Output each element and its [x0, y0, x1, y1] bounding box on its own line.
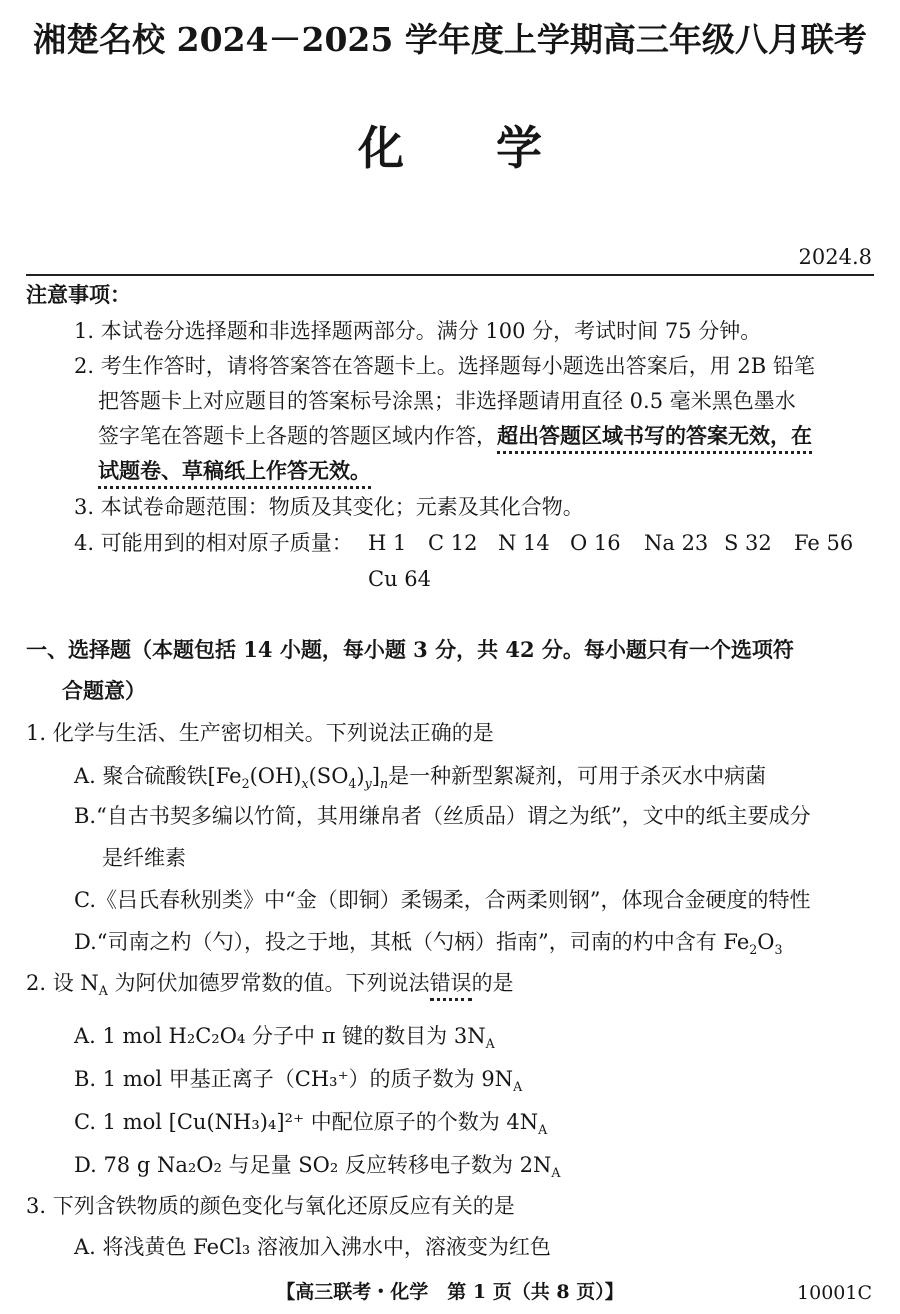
q1-option-d: D.“司南之杓（勺），投之于地，其柢（勺柄）指南”，司南的杓中含有 $Fe_2O_3$ — [74, 930, 783, 958]
notice-item-2-line-4 — [98, 458, 371, 484]
notice-title: 注意事项： — [26, 282, 131, 307]
mass-c: C 12 — [428, 531, 478, 555]
q2-stem-text: 2. 设 N — [26, 971, 99, 995]
mass-na: Na 23 — [644, 531, 709, 555]
q1-option-b-line-2: 是纤维素 — [102, 846, 186, 870]
q2-option-c-text: C. 1 mol [Cu(NH₃)₄]²⁺ 中配位原子的个数为 4N — [74, 1110, 539, 1134]
footer-code: 10001C — [797, 1282, 872, 1304]
q3-option-a: A. 将浅黄色 FeCl₃ 溶液加入沸水中，溶液变为红色 — [74, 1235, 551, 1259]
mass-h: H 1 — [368, 531, 407, 555]
subject-title: 化 学 — [358, 121, 542, 175]
q1-stem: 1. 化学与生活、生产密切相关。下列说法正确的是 — [26, 721, 494, 745]
q2-option-a: A. 1 mol H₂C₂O₄ 分子中 π 键的数目为 $3N_A$ — [74, 1024, 495, 1052]
q2-option-b: B. 1 mol 甲基正离子（CH₃⁺）的质子数为 $9N_A$ — [74, 1067, 523, 1095]
footer-page-info: 【高三联考・化学 第 1 页（共 8 页）】 — [276, 1281, 624, 1303]
q2-option-a-text: A. 1 mol H₂C₂O₄ 分子中 π 键的数目为 3N — [74, 1024, 486, 1048]
notice-item-2-line-2: 把答题卡上对应题目的答案标号涂黑；非选择题请用直径 0.5 毫米黑色墨水 — [98, 389, 796, 413]
mass-cu: Cu 64 — [368, 567, 431, 591]
mass-n: N 14 — [498, 531, 550, 555]
q1-option-c: C.《吕氏春秋别类》中“金（即铜）柔锡柔，合两柔则钢”，体现合金硬度的特性 — [74, 888, 811, 912]
notice-emphasis-2: 试题卷、草稿纸上作答无效。 — [98, 458, 371, 489]
q1-option-b-line-1: B.“自古书契多编以竹简，其用缣帛者（丝质品）谓之为纸”，文中的纸主要成分 — [74, 804, 811, 828]
q2-option-c: C. 1 mol [Cu(NH₃)₄]²⁺ 中配位原子的个数为 $4N_A$ — [74, 1110, 548, 1138]
notice-item-2-line-3 — [98, 423, 812, 449]
notice-item-1: 1. 本试卷分选择题和非选择题两部分。满分 100 分，考试时间 75 分钟。 — [74, 319, 762, 343]
q2-stem-mid: 为阿伏加德罗常数的值。下列说法 — [107, 971, 430, 995]
q2-option-d-text: D. 78 g Na₂O₂ 与足量 SO₂ 反应转移电子数为 2N — [74, 1153, 552, 1177]
header-rule — [26, 274, 874, 276]
section-heading-line-1: 一、选择题（本题包括 14 小题，每小题 3 分，共 42 分。每小题只有一个选项符 — [26, 637, 794, 662]
q2-option-d: D. 78 g Na₂O₂ 与足量 SO₂ 反应转移电子数为 $2N_A$ — [74, 1153, 561, 1181]
q3-stem: 3. 下列含铁物质的颜色变化与氧化还原反应有关的是 — [26, 1194, 515, 1218]
mass-fe: Fe 56 — [794, 531, 854, 555]
notice-item-3: 3. 本试卷命题范围：物质及其变化；元素及其化合物。 — [74, 495, 584, 519]
mass-s: S 32 — [724, 531, 772, 555]
q1-option-d-text: D.“司南之杓（勺），投之于地，其柢（勺柄）指南”，司南的杓中含有 Fe — [74, 930, 750, 954]
notice-item-2-line-1: 2. 考生作答时，请将答案答在答题卡上。选择题每小题选出答案后，用 2B 铅笔 — [74, 354, 815, 378]
exam-date: 2024.8 — [798, 245, 872, 269]
q2-option-b-text: B. 1 mol 甲基正离子（CH₃⁺）的质子数为 9N — [74, 1067, 514, 1091]
q1-option-a: A. 聚合硫酸铁$[Fe_2(OH)_x(SO_4)_y]_n$是一种新型絮凝剂，可用于杀灭水中病菌 — [74, 764, 767, 792]
notice-item-4-label: 4. 可能用到的相对原子质量： — [74, 531, 353, 555]
q1-option-a-text: A. 聚合硫酸铁[Fe — [74, 764, 242, 788]
notice-item-2-text: 签字笔在答题卡上各题的答题区域内作答， — [98, 424, 497, 448]
mass-o: O 16 — [570, 531, 621, 555]
q2-stem-tail: 的是 — [471, 971, 514, 995]
section-heading-line-2: 合题意） — [62, 678, 146, 703]
q1-option-a-tail: 是一种新型絮凝剂，可用于杀灭水中病菌 — [388, 764, 767, 788]
notice-emphasis-1: 超出答题区域书写的答案无效，在 — [497, 423, 812, 454]
exam-title: 湘楚名校 2024－2025 学年度上学期高三年级八月联考 — [33, 20, 867, 59]
q2-stem: 2. 设 $N_A$ 为阿伏加德罗常数的值。下列说法错误的是 — [26, 970, 514, 996]
q2-stem-emphasis: 错误 — [430, 971, 472, 1001]
